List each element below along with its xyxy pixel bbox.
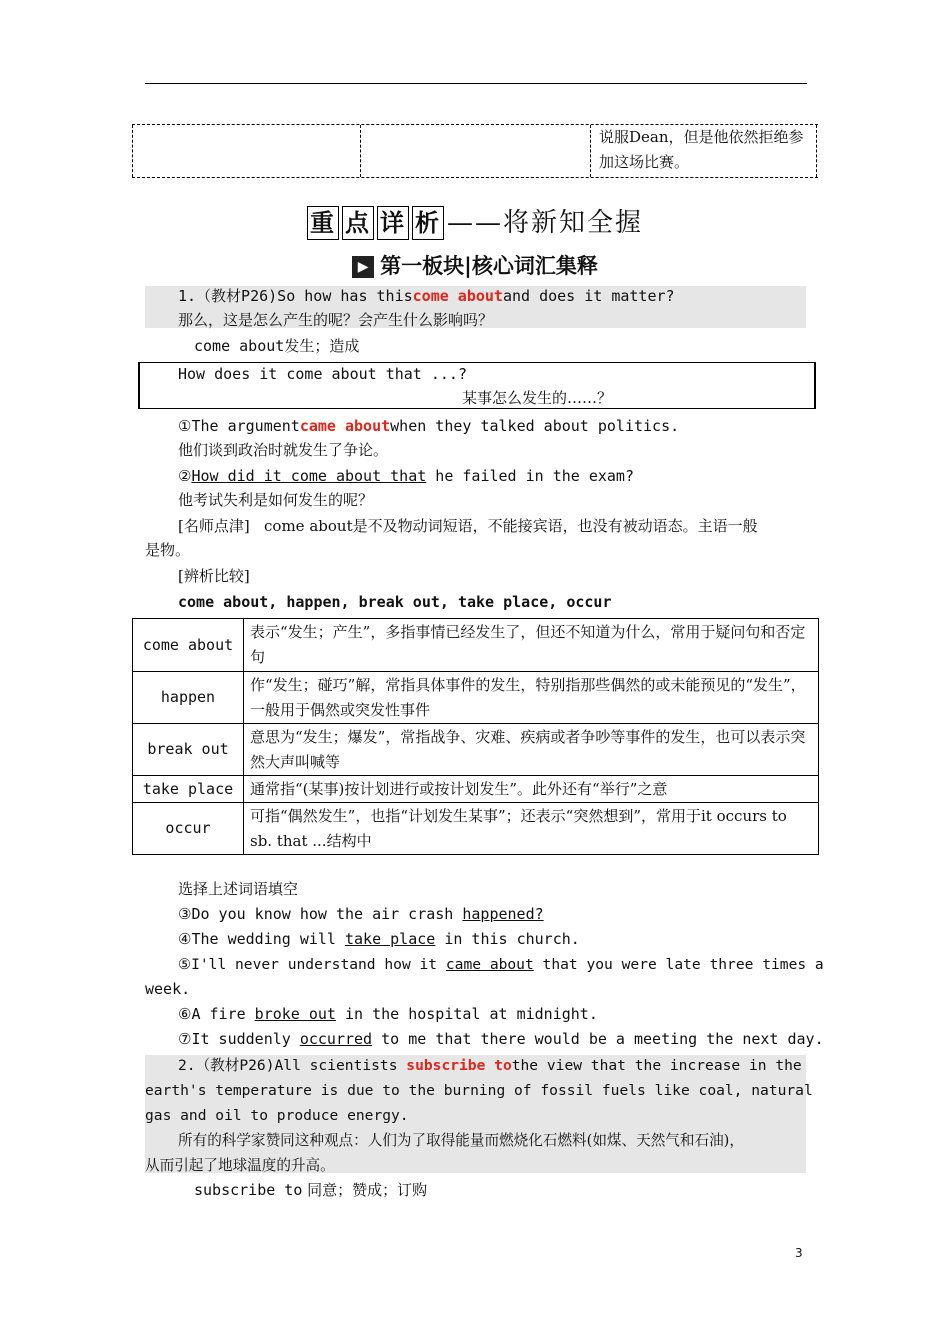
exercise-6-pre: ⑥A fire [178, 1005, 255, 1023]
header-rule [145, 83, 807, 84]
item1-sentence-post: and does it matter? [502, 287, 675, 305]
title-char-3: 详 [377, 206, 409, 240]
exercise-4-answer: take place [344, 930, 436, 948]
example-1-cn: 他们谈到政治时就发生了争论。 [178, 441, 389, 459]
example-1-key: came about [299, 417, 391, 435]
pattern-cn: 某事怎么发生的……？ [462, 389, 613, 407]
exercise-5-answer: came about [445, 956, 534, 973]
exercise-5-cont: week. [145, 980, 191, 998]
example-1-post: when they talked about politics. [390, 417, 680, 435]
teacher-note-text: come about是不及物动词短语，不能接宾语，也没有被动语态。主语一般 [264, 517, 758, 535]
teacher-note-label: [名师点津] [178, 517, 250, 535]
exercise-6-answer: broke out [254, 1005, 336, 1023]
table-row [133, 803, 819, 855]
block-title-text: 第一板块|核心词汇集释 [380, 254, 598, 278]
comparison-table [132, 618, 819, 855]
table-word: occur [133, 803, 244, 855]
exercise-3 [178, 902, 544, 927]
exercise-6 [178, 1002, 598, 1027]
table-row [133, 619, 819, 672]
table-word: happen [133, 672, 244, 724]
teacher-note [178, 514, 758, 539]
table-word: come about [133, 619, 244, 672]
exercise-4 [178, 927, 580, 952]
example-2 [178, 464, 634, 489]
table-word: take place [133, 776, 244, 803]
item2-line1 [178, 1053, 802, 1078]
block-title [0, 250, 950, 280]
compare-label: [辨析比较] [178, 567, 250, 585]
item2-phrase-line [194, 1178, 427, 1203]
teacher-note-cont: 是物。 [145, 541, 191, 559]
item1-sentence [178, 284, 675, 309]
item2-line1-pre: 2.（教材P26)All scientists [178, 1057, 407, 1074]
item1-phrase-line [194, 334, 359, 359]
table-row [133, 724, 819, 776]
compare-words: come about, happen, break out, take place, occur [178, 593, 612, 611]
example-2-cn: 他考试失利是如何发生的呢？ [178, 491, 374, 509]
dashed-border-left [132, 125, 133, 177]
dashed-border-1 [360, 125, 361, 177]
dashed-border-right [816, 125, 817, 177]
dashed-border-2 [590, 125, 591, 177]
exercise-6-post: in the hospital at midnight. [335, 1005, 598, 1023]
item2-phrase-meaning: 同意；赞成；订购 [302, 1181, 428, 1199]
example-1 [178, 414, 679, 439]
dashed-table [132, 124, 818, 178]
table-row [133, 672, 819, 724]
pattern-en: How does it come about that ...? [178, 365, 467, 383]
play-arrow-icon: ▶ [352, 256, 374, 278]
item1-translation: 那么，这是怎么产生的呢？会产生什么影响吗？ [178, 311, 494, 329]
section-title-rest: ——将新知全握 [446, 208, 643, 238]
page-number: 3 [795, 1246, 803, 1260]
exercise-7-answer: occurred [299, 1030, 373, 1048]
example-2-num: ② [178, 467, 192, 485]
item1-phrase: come about [194, 337, 285, 355]
item2-line3: gas and oil to produce energy. [145, 1107, 409, 1124]
item1-phrase-meaning: 发生；造成 [284, 337, 360, 355]
example-1-pre: ①The argument [178, 417, 300, 435]
exercise-7-post: to me that there would be a meeting the next day. [372, 1030, 824, 1048]
exercise-5 [178, 952, 824, 977]
exercise-5-post: that you were late three times a [533, 956, 824, 973]
title-char-1: 重 [307, 206, 339, 240]
example-2-key: How did it come about that [191, 467, 427, 485]
item2-cn1: 所有的科学家赞同这种观点：人们为了取得能量而燃烧化石燃料(如煤、天然气和石油)， [178, 1132, 744, 1149]
table-desc: 可指“偶然发生”，也指“计划发生某事”；还表示“突然想到”，常用于it occurs to sb. that ...结构中 [244, 803, 819, 855]
table-row [133, 776, 819, 803]
exercise-5-pre: ⑤I'll never understand how it [178, 956, 446, 973]
exercise-7 [178, 1027, 824, 1052]
section-title [0, 202, 950, 240]
table-word: break out [133, 724, 244, 776]
pattern-box [138, 362, 816, 409]
item2-line1-post: the view that the increase in the [511, 1057, 802, 1074]
item2-phrase: subscribe to [194, 1181, 303, 1199]
exercise-3-answer: happened? [462, 905, 544, 923]
exercise-7-pre: ⑦It suddenly [178, 1030, 300, 1048]
item2-line2: earth's temperature is due to the burning of fossil fuels like coal, natural [145, 1082, 813, 1099]
title-char-4: 析 [412, 206, 444, 240]
item2-key-phrase: subscribe to [406, 1057, 512, 1074]
exercise-instruction: 选择上述词语填空 [178, 880, 299, 898]
item2-cn2: 从而引起了地球温度的升高。 [145, 1157, 335, 1174]
exercise-4-pre: ④The wedding will [178, 930, 345, 948]
item1-sentence-pre: 1.（教材P26)So how has this [178, 287, 413, 305]
table-desc: 意思为“发生；爆发”，常指战争、灾难、疾病或者争吵等事件的发生，也可以表示突然大声叫喊等 [244, 724, 819, 776]
exercise-3-pre: ③Do you know how the air crash [178, 905, 463, 923]
example-2-post: he failed in the exam? [426, 467, 634, 485]
dashed-table-cell-text: 说服Dean，但是他依然拒绝参加这场比赛。 [599, 128, 804, 171]
table-desc: 表示“发生；产生”，多指事情已经发生了，但还不知道为什么，常用于疑问句和否定句 [244, 619, 819, 672]
exercise-4-post: in this church. [435, 930, 580, 948]
table-desc: 通常指“(某事)按计划进行或按计划发生”。此外还有“举行”之意 [244, 776, 819, 803]
title-char-2: 点 [342, 206, 374, 240]
table-desc: 作“发生；碰巧”解，常指具体事件的发生，特别指那些偶然的或未能预见的“发生”，一般用于偶然或突发性事件 [244, 672, 819, 724]
item1-key-phrase: come about [412, 287, 503, 305]
